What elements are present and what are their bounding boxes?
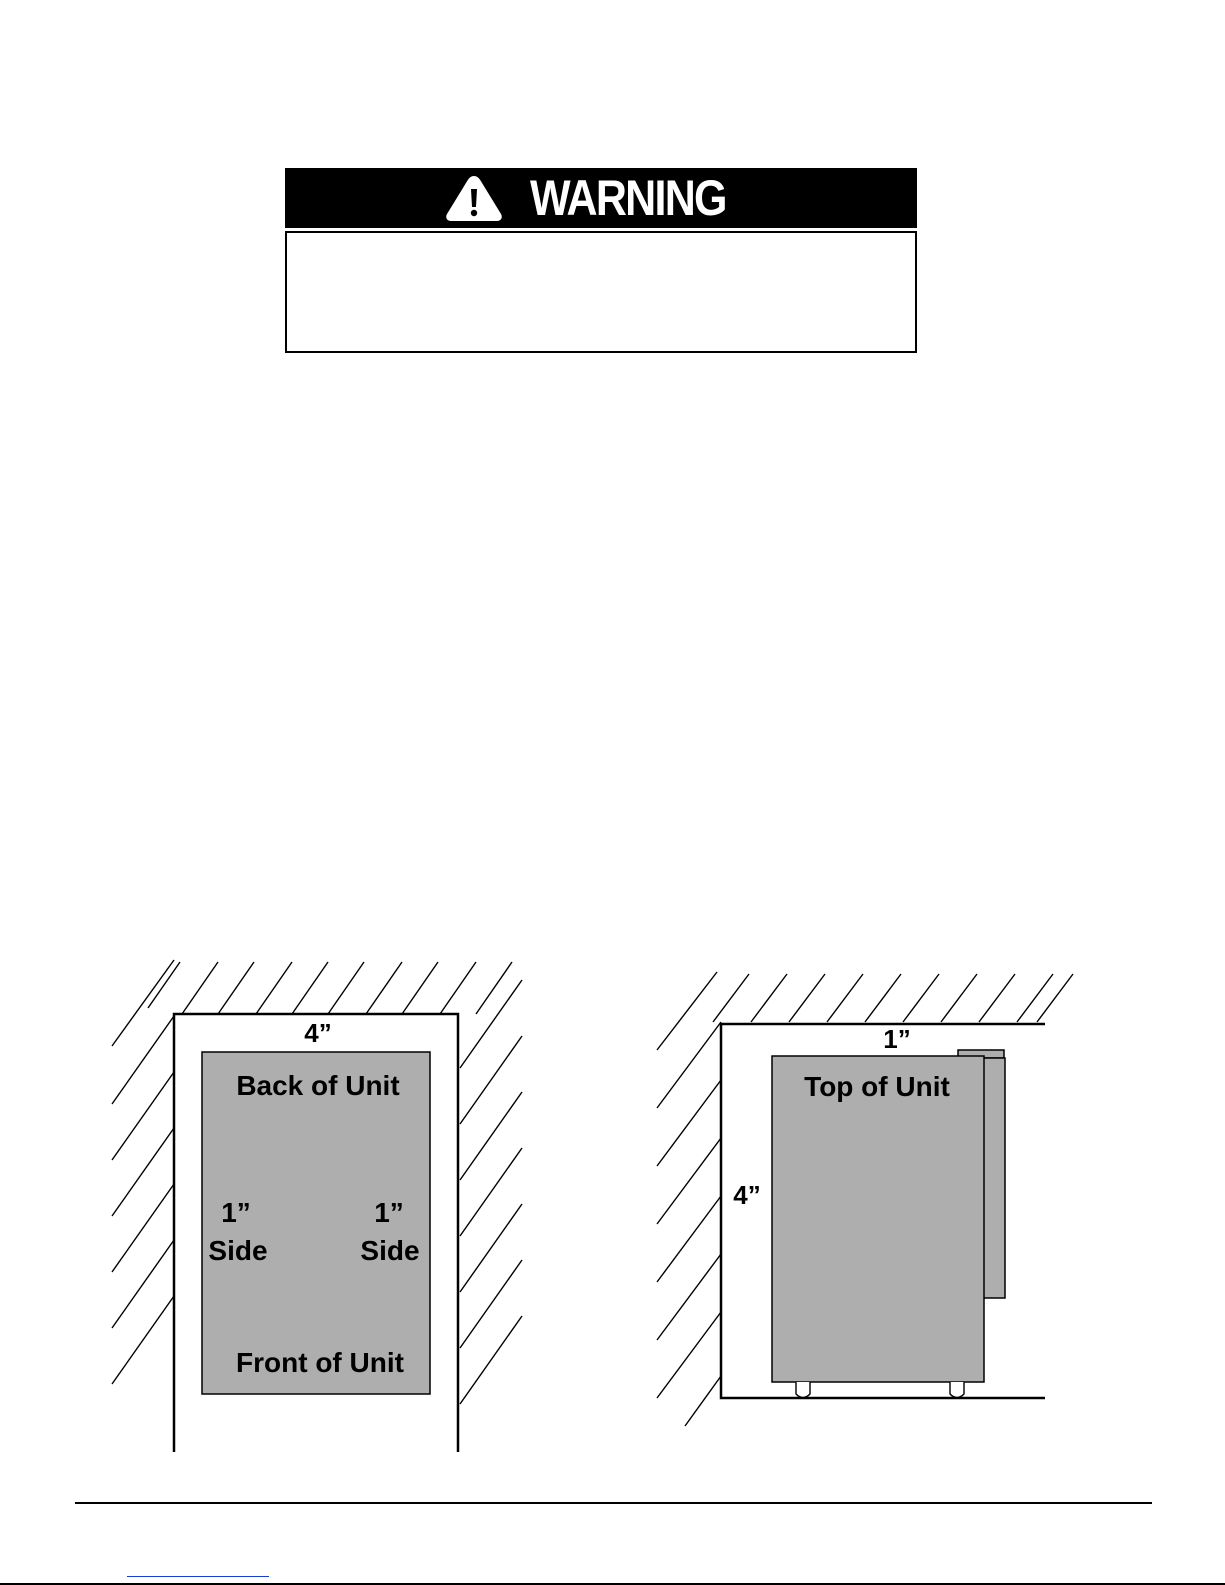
footer-link-underline[interactable] [127, 1576, 269, 1577]
warning-box [285, 168, 917, 353]
right-side-clearance-label: 1” [374, 1197, 404, 1228]
back-clearance-label: 4” [304, 1018, 332, 1048]
side-view-clearance-diagram [655, 972, 1085, 1427]
unit-body [772, 1056, 984, 1382]
unit-foot-rear [950, 1382, 964, 1398]
unit-foot-front [796, 1382, 810, 1398]
warning-body [285, 231, 917, 353]
front-of-unit-label: Front of Unit [236, 1347, 404, 1378]
warning-title: WARNING [530, 170, 726, 226]
top-view-clearance-diagram [100, 960, 540, 1452]
top-of-unit-label: Top of Unit [804, 1071, 950, 1102]
back-clearance-label: 4” [733, 1180, 761, 1210]
footer-rule [75, 1502, 1152, 1504]
left-side-label: Side [208, 1235, 268, 1266]
right-side-label: Side [360, 1235, 420, 1266]
warning-triangle-icon [444, 173, 504, 223]
left-side-clearance-label: 1” [221, 1197, 251, 1228]
warning-header [285, 168, 917, 228]
unit-door [983, 1058, 1005, 1298]
top-clearance-label: 1” [883, 1024, 911, 1054]
back-of-unit-label: Back of Unit [236, 1070, 400, 1101]
